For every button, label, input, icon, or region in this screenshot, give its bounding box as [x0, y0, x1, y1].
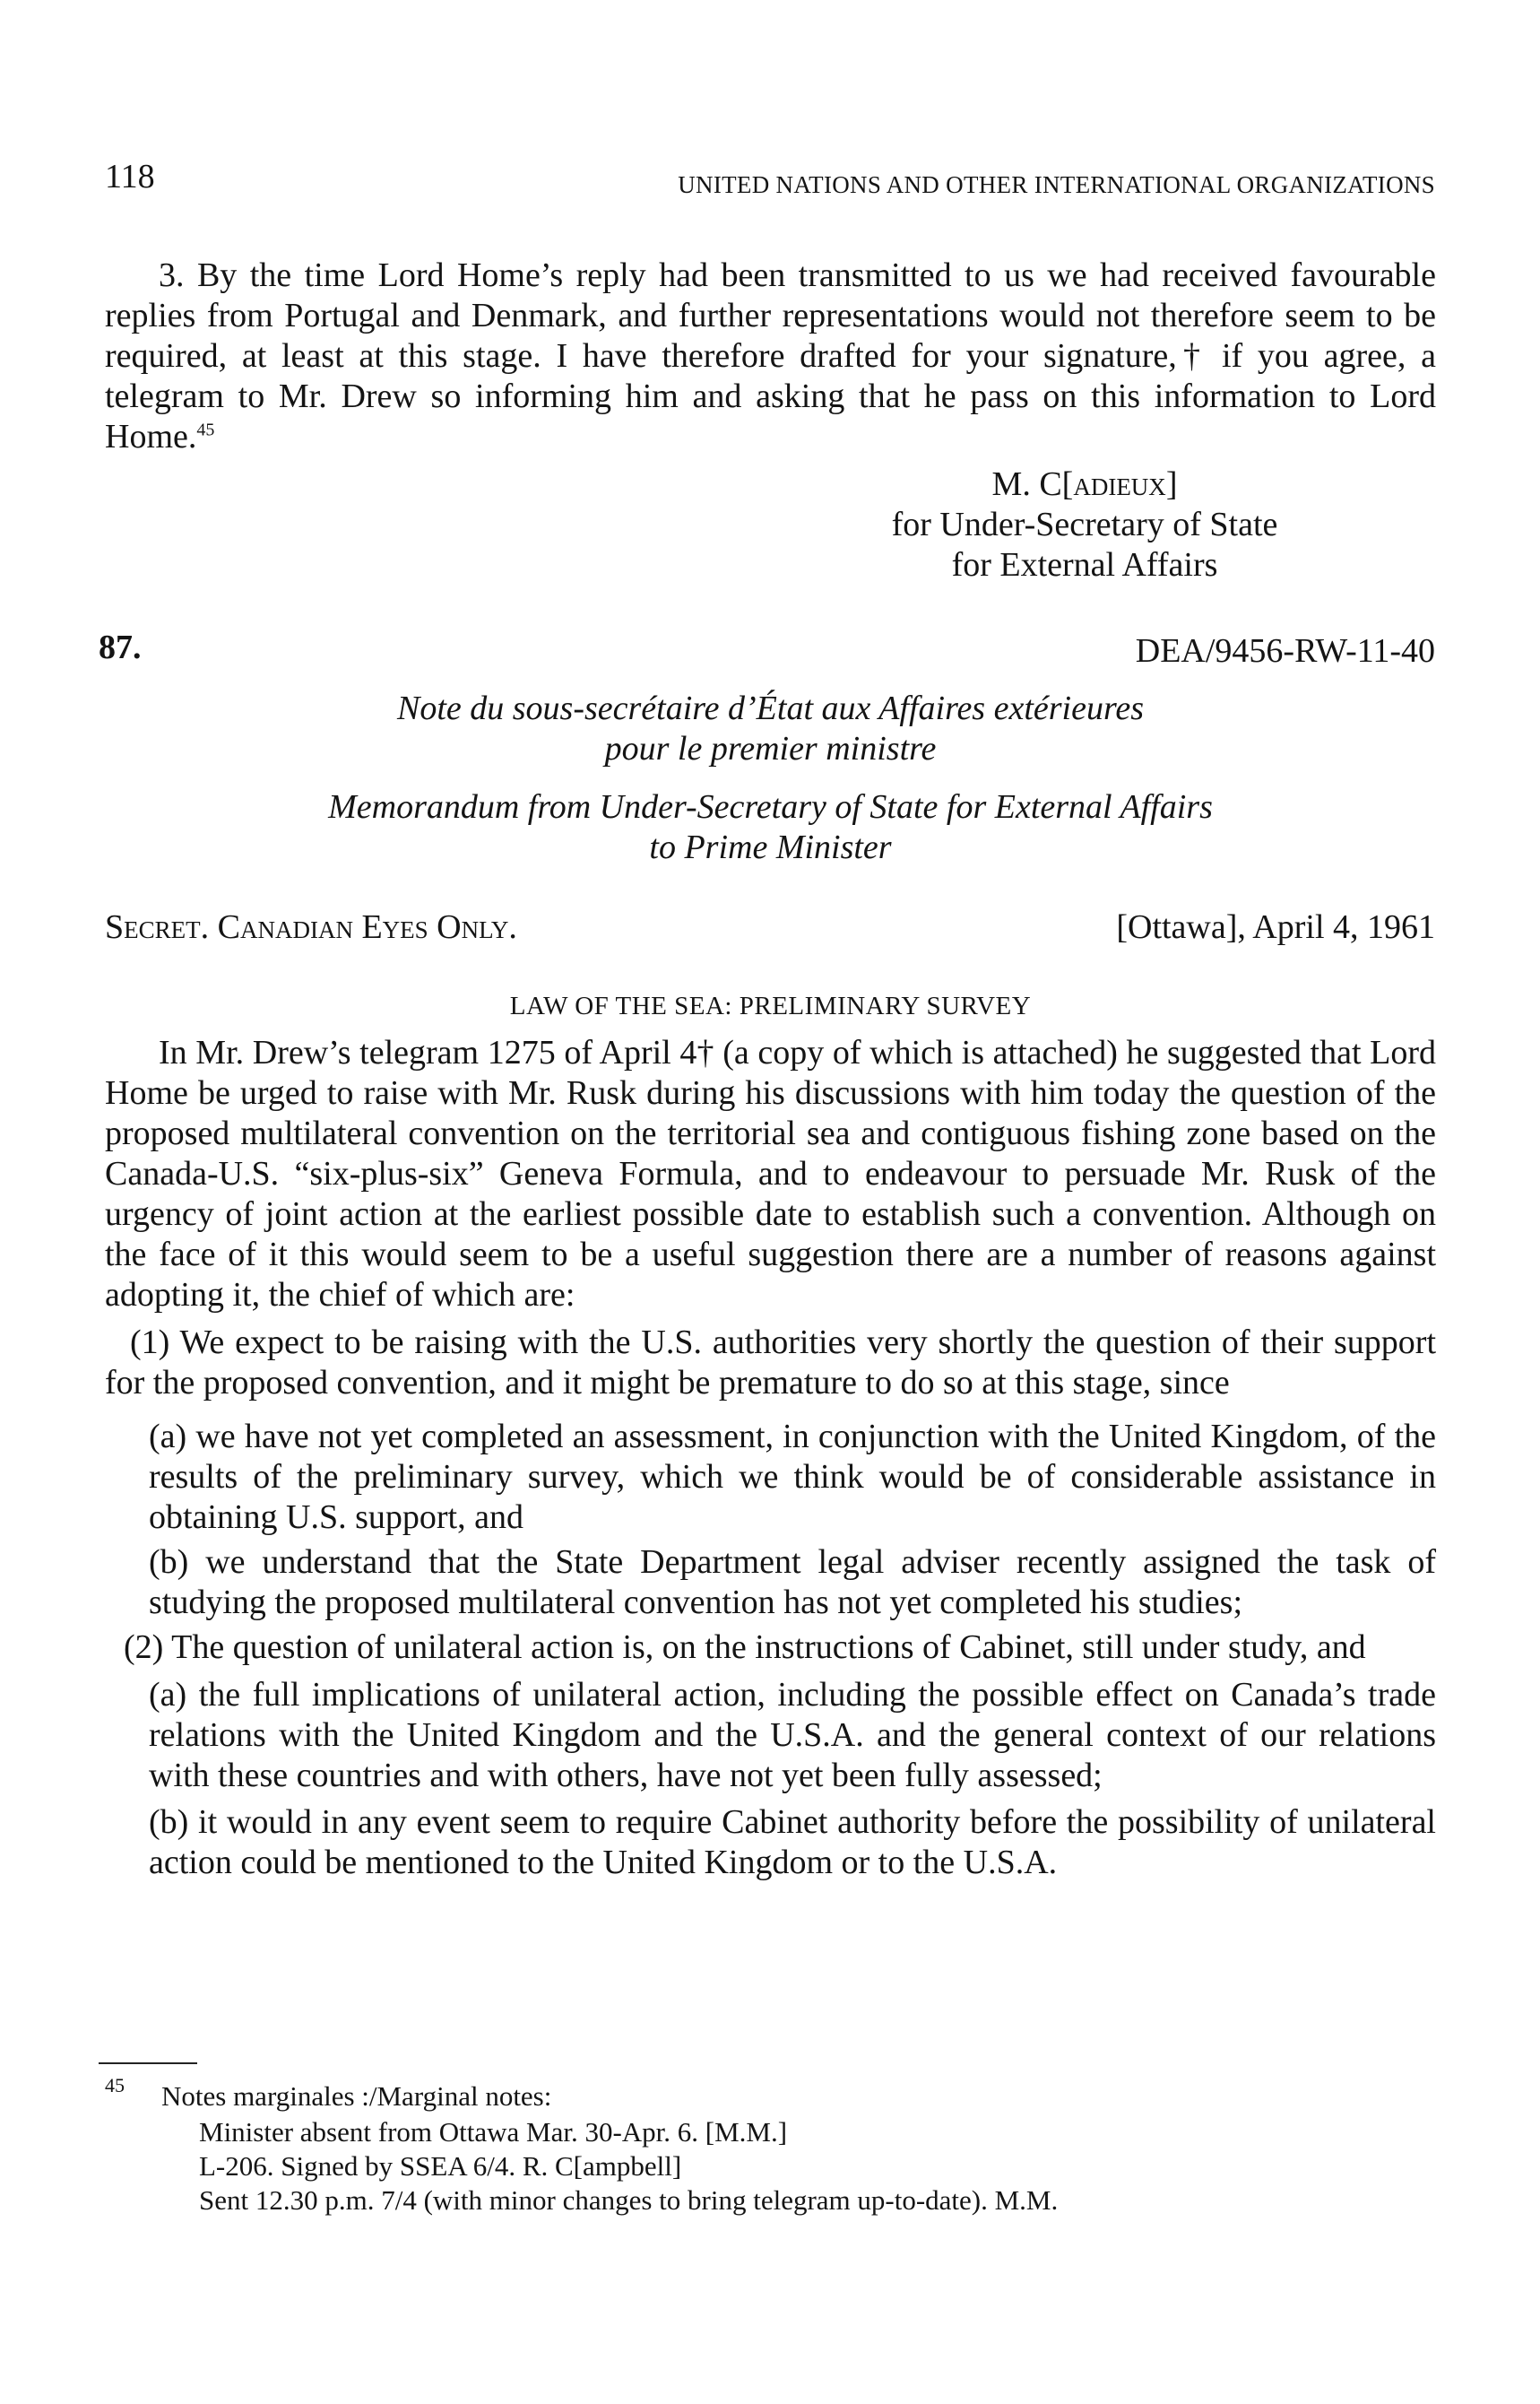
point-2: (2) The question of unilateral action is, on the instructions of Cabinet, still under study, and — [124, 1628, 1366, 1666]
paragraph-3-text: 3. By the time Lord Home’s reply had been transmitted to us we had received favourable replies from Portugal and Denmark, and further representations would not therefore seem to be required, at least at this stage. I have therefore drafted for your signature,† if you agree, a telegram to Mr. Drew so informing him and asking that he pass on this information to Lord Home. — [105, 256, 1436, 456]
point-1a: (a) we have not yet completed an assessment, in conjunction with the United Kingdom, of the results of the preliminary survey, which we think would be of considerable assistance in obtaining U.S. support, and — [149, 1418, 1436, 1536]
footnote-mark: 45 — [105, 2074, 125, 2096]
footnote-reference: 45 — [196, 420, 215, 440]
signature-name: M. C[adieux] — [991, 465, 1178, 503]
previous-paragraph-3 — [105, 256, 1436, 457]
document-number: 87. — [99, 629, 142, 666]
title-french-line-2: pour le premier ministre — [604, 730, 937, 768]
point-1: (1) We expect to be raising with the U.S. authorities very shortly the question of their support for the proposed convention, and it might be premature to do so at this stage, since — [105, 1324, 1436, 1402]
subject-heading: LAW OF THE SEA: PRELIMINARY SURVEY — [509, 992, 1032, 1020]
signature-block — [861, 464, 1309, 586]
document-reference: DEA/9456-RW-11-40 — [1135, 632, 1435, 670]
title-english-line-2: to Prime Minister — [649, 829, 892, 866]
intro-paragraph: In Mr. Drew’s telegram 1275 of April 4† (a copy of which is attached) he suggested that Lord Home be urged to raise with Mr. Rusk during his discussions with him today the question of the proposed multilateral convention on the territorial sea and contiguous fishing zone based on the Canada-U.S. “six-plus-six” Geneva Formula, and to endeavour to persuade Mr. Rusk of the urgency of joint action at the earliest possible date to establish such a convention. Although on the face of it this would seem to be a useful suggestion there are a number of reasons against adopting it, the chief of which are: — [105, 1034, 1436, 1314]
signature-line-2: for Under-Secretary of State — [891, 506, 1278, 543]
footnote-line-2: L-206. Signed by SSEA 6/4. R. C[ampbell] — [199, 2150, 682, 2182]
point-2a: (a) the full implications of unilateral action, including the possible effect on Canada’s trade relations with the United Kingdom and the U.S.A. and the general context of our relations with these countries and with others, have not yet been fully assessed; — [149, 1676, 1436, 1794]
title-french-line-1: Note du sous-secrétaire d’État aux Affaires extérieures — [396, 690, 1144, 727]
title-english — [105, 787, 1436, 868]
footnote-line-1: Minister absent from Ottawa Mar. 30-Apr. 6. [M.M.] — [199, 2116, 788, 2148]
classification-label: Secret. Canadian Eyes Only. — [105, 908, 517, 946]
running-head: UNITED NATIONS AND OTHER INTERNATIONAL ORGANIZATIONS — [678, 171, 1435, 198]
footnote-divider — [99, 2062, 197, 2064]
place-date: [Ottawa], April 4, 1961 — [1116, 908, 1435, 946]
page-header — [105, 157, 1435, 202]
footnote-line-3: Sent 12.30 p.m. 7/4 (with minor changes to bring telegram up-to-date). M.M. — [199, 2184, 1059, 2216]
footnote-heading: Notes marginales :/Marginal notes: — [161, 2080, 552, 2112]
signature-line-3: for External Affairs — [951, 546, 1218, 584]
point-2b: (b) it would in any event seem to require Cabinet authority before the possibility of unilateral action could be mentioned to the United Kingdom or to the U.S.A. — [149, 1803, 1436, 1881]
title-french — [105, 689, 1436, 769]
point-1b: (b) we understand that the State Department legal adviser recently assigned the task of studying the proposed multilateral convention has not yet completed his studies; — [149, 1543, 1436, 1621]
title-english-line-1: Memorandum from Under-Secretary of State for External Affairs — [328, 788, 1213, 826]
page-number: 118 — [105, 158, 155, 195]
